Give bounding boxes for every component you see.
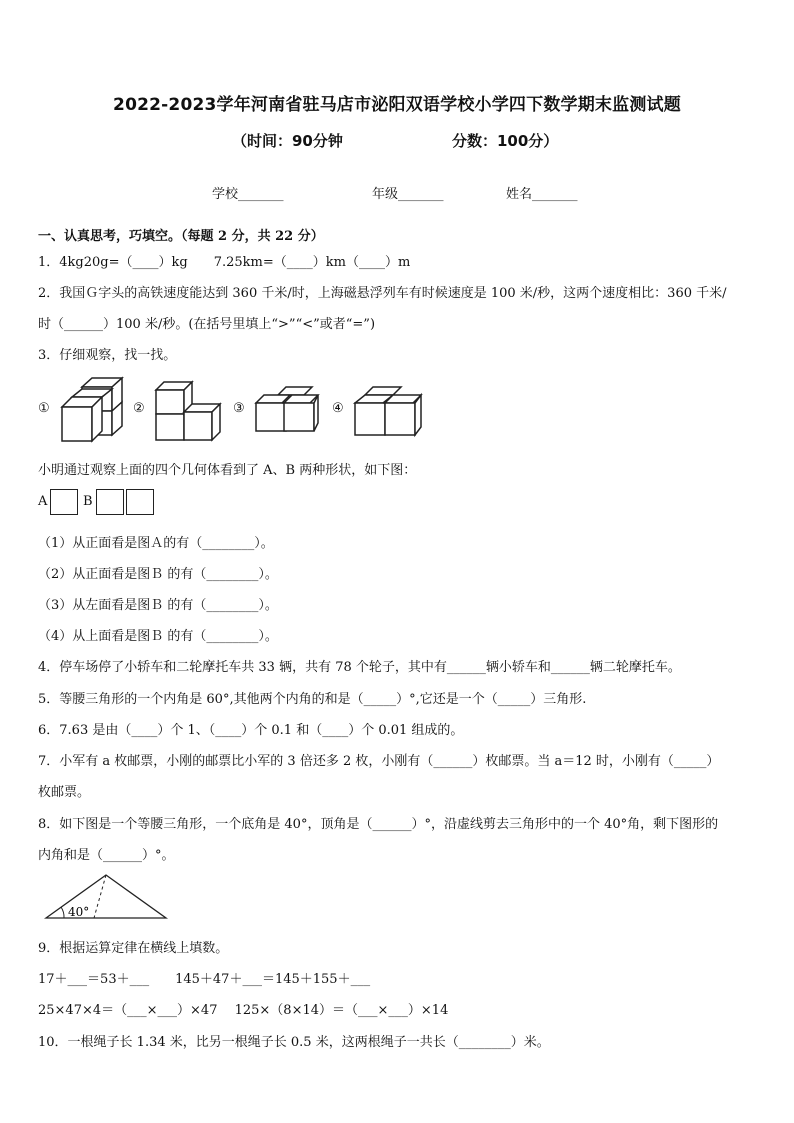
section-heading: 一、认真思考，巧填空。（每题 2 分，共 22 分）	[38, 229, 324, 244]
question-3-part-1: （1）从正面看是图Ａ的有（________）。	[38, 536, 274, 551]
grade-field: 年级_______	[372, 187, 444, 202]
question-9-row-2: 25×47×4＝（___×___）×47 125×（8×14）＝（___×___）×14	[38, 1003, 449, 1018]
question-3-description: 小明通过观察上面的四个几何体看到了 A、B 两种形状，如下图：	[38, 463, 417, 478]
name-field: 姓名_______	[506, 187, 578, 202]
question-3-part-2: （2）从正面看是图Ｂ 的有（________）。	[38, 567, 278, 582]
question-3-part-4: （4）从上面看是图Ｂ 的有（________）。	[38, 629, 278, 644]
question-9: 9．根据运算定律在横线上填数。	[38, 941, 229, 956]
figure-label-3: ③	[233, 401, 245, 416]
triangle-figure	[44, 872, 169, 922]
figure-label-4: ④	[332, 401, 344, 416]
question-7-cont: 枚邮票。	[38, 785, 91, 800]
cube-figure-2	[152, 378, 227, 443]
question-6: 6．7.63 是由（____）个 1、（____）个 0.1 和（____）个 0.01 组成的。	[38, 723, 464, 738]
cube-figure-3	[252, 385, 327, 440]
shape-b-label: B	[83, 494, 93, 509]
angle-label: 40°	[68, 905, 90, 919]
exam-time: （时间：90分钟	[232, 132, 343, 150]
question-9-row-1: 17＋___＝53＋___ 145＋47＋___＝145＋155＋___	[38, 972, 371, 987]
question-4: 4．停车场停了小轿车和二轮摩托车共 33 辆，共有 78 个轮子，其中有______辆小轿车和______辆二轮摩托车。	[38, 660, 681, 675]
question-3: 3．仔细观察，找一找。	[38, 348, 177, 363]
exam-score: 分数：100分）	[452, 132, 559, 150]
shape-b-square-right	[126, 489, 154, 515]
figure-label-2: ②	[133, 401, 145, 416]
page-title: 2022-2023学年河南省驻马店市泌阳双语学校小学四下数学期末监测试题	[113, 95, 681, 115]
question-8: 8．如下图是一个等腰三角形，一个底角是 40°，顶角是（______）°，沿虚线剪去三角形中的一个 40°角，剩下图形的	[38, 817, 719, 832]
school-field: 学校_______	[212, 187, 284, 202]
figure-label-1: ①	[38, 401, 50, 416]
cube-figure-1	[58, 375, 128, 445]
shape-b-square-left	[96, 489, 124, 515]
question-2-cont: 时（______）100 米/秒。(在括号里填上“>”“<”或者“=”)	[38, 317, 376, 332]
question-2: 2．我国Ｇ字头的高铁速度能达到 360 千米/时，上海磁悬浮列车有时候速度是 100 米/秒，这两个速度相比：360 千米/	[38, 286, 727, 301]
question-5: 5．等腰三角形的一个内角是 60°,其他两个内角的和是（_____）°,它还是一个（_____）三角形.	[38, 692, 587, 707]
shape-a-square	[50, 489, 78, 515]
cube-figure-4	[351, 385, 431, 440]
question-1: 1．4kg20g=（____）kg 7.25km=（____）km（____）m	[38, 255, 411, 270]
question-8-cont: 内角和是（______）°。	[38, 848, 175, 863]
question-3-part-3: （3）从左面看是图Ｂ 的有（________）。	[38, 598, 278, 613]
question-10: 10．一根绳子长 1.34 米，比另一根绳子长 0.5 米，这两根绳子一共长（________）米。	[38, 1035, 550, 1050]
shape-a-label: A	[38, 494, 48, 509]
question-7: 7．小军有 a 枚邮票，小刚的邮票比小军的 3 倍还多 2 枚，小刚有（______）枚邮票。当 a＝12 时，小刚有（_____）	[38, 754, 720, 769]
